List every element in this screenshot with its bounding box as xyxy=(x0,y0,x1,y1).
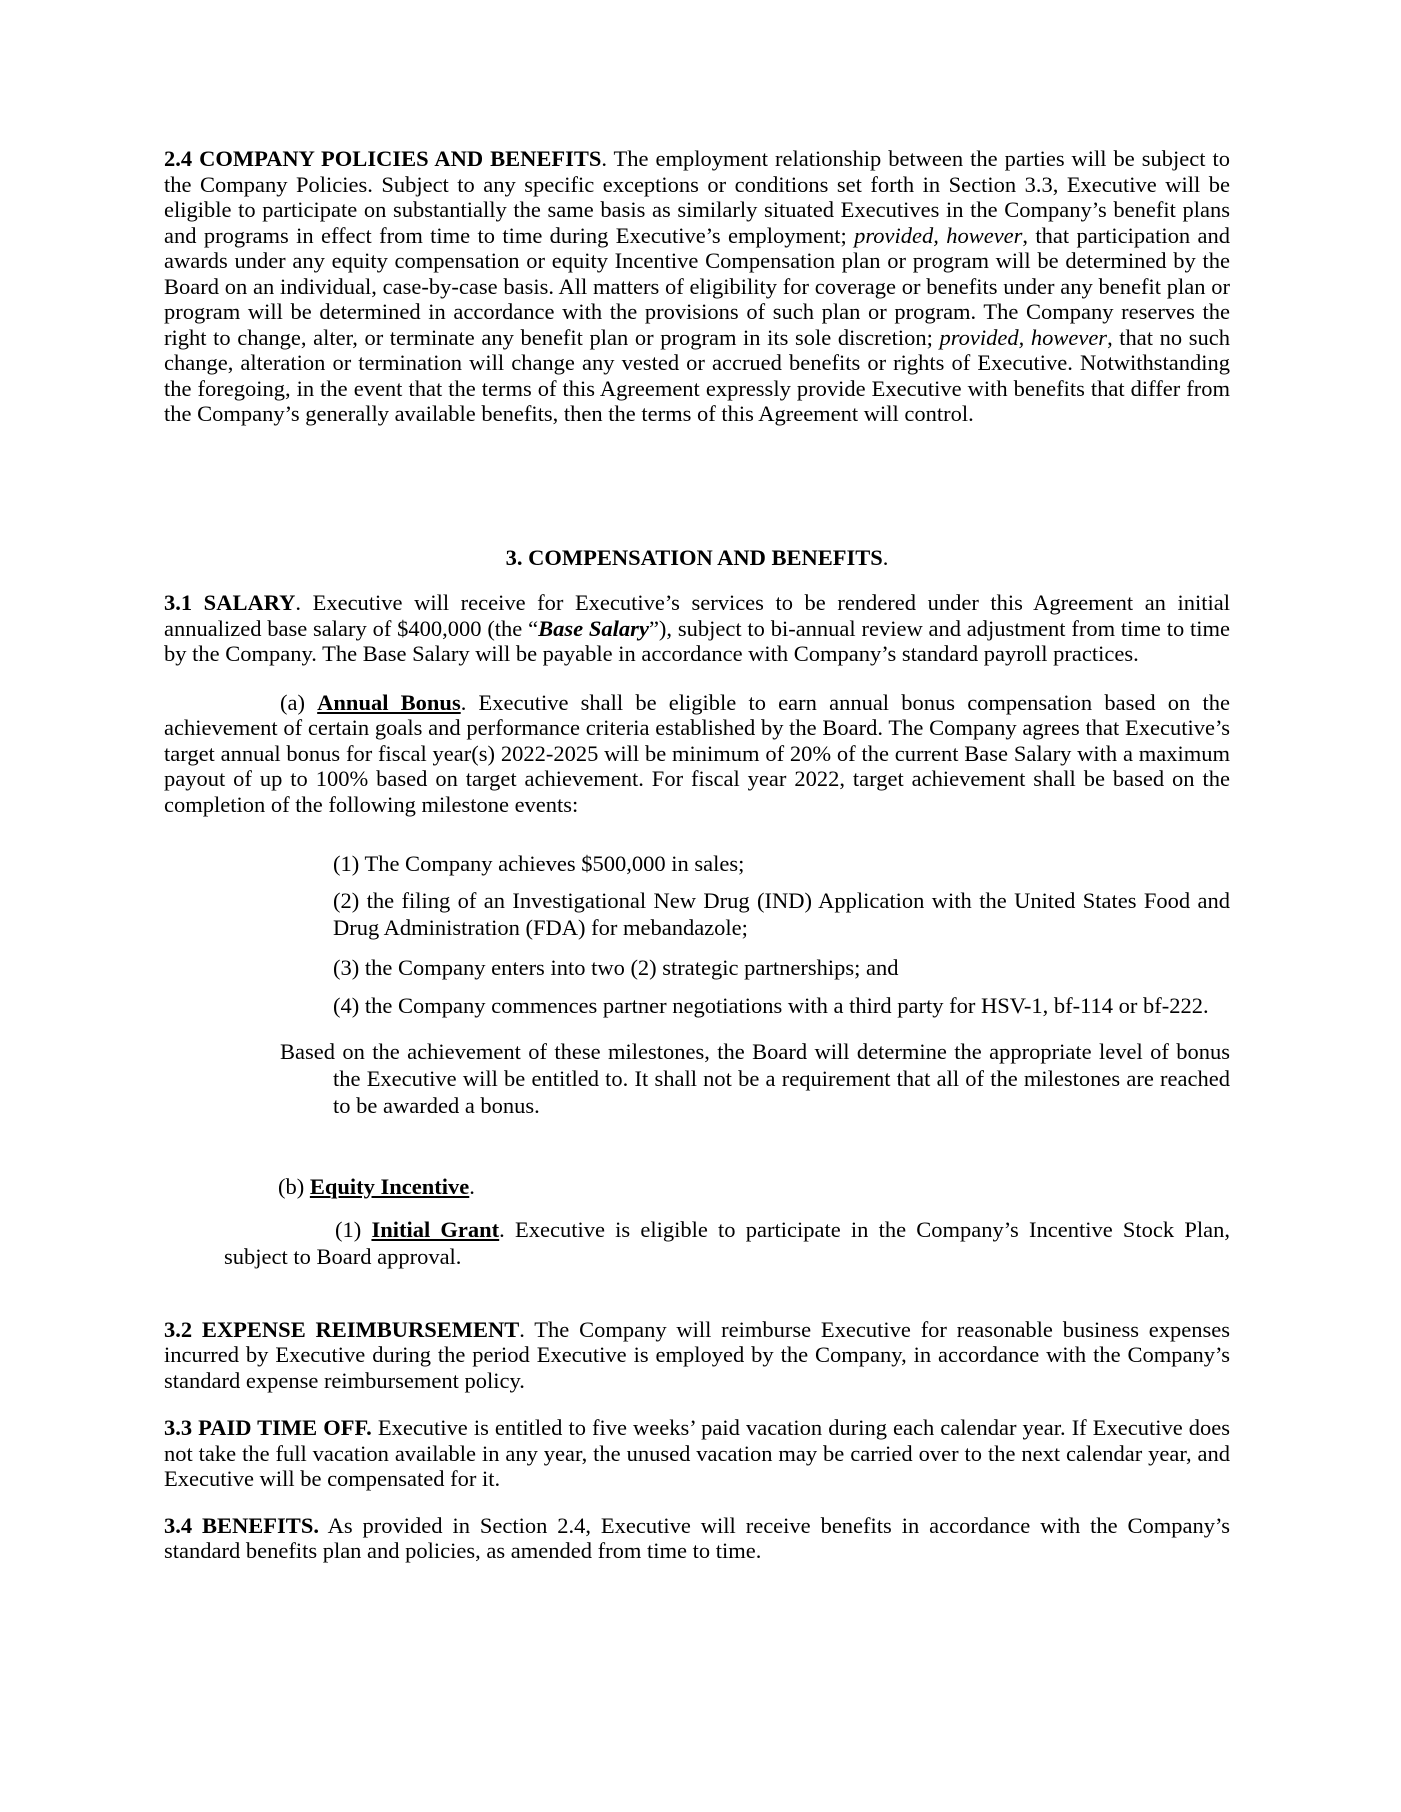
section-3-1-salary-paragraph xyxy=(164,590,1230,667)
section-3-2-body: . The Company will reimburse Executive for reasonable business expenses incurred by Executive during the period Executive is employed by the Company, in accordance with the Company’s standard expense reimbursement policy. xyxy=(164,1316,1230,1393)
section-3-3-pto-paragraph xyxy=(164,1415,1230,1492)
section-3-2-expense-paragraph xyxy=(164,1317,1230,1394)
section-3-3-body: Executive is entitled to five weeks’ paid vacation during each calendar year. If Executive does not take the full vacation available in any year, the unused vacation may be carried over to the next calendar year, and Executive will be compensated for it. xyxy=(164,1415,1230,1491)
annual-bonus-paragraph xyxy=(164,690,1230,818)
section-2-4-paragraph xyxy=(164,146,1230,427)
milestones-summary-paragraph: Based on the achievement of these milestones, the Board will determine the appropriate level of bonus the Executive will be entitled to. It shall not be a requirement that all of the milestones are reached to be awarded a bonus. xyxy=(280,1039,1230,1118)
equity-incentive-period: . xyxy=(469,1174,475,1199)
section-3-4-benefits-paragraph xyxy=(164,1513,1230,1564)
section-2-4-body-3: , that no such change, alteration or termination will change any vested or accrued benefits or rights of Executive. Notwithstanding the foregoing, in the event that the terms of this Agreement expressly provide Executive with benefits that differ from the Company’s generally available benefits, then the terms of this Agreement will control. xyxy=(164,324,1231,426)
section-3-heading-period: . xyxy=(882,544,889,570)
initial-grant-label: (1) xyxy=(335,1216,372,1242)
initial-grant-body: . Executive is eligible to participate in the Company’s Incentive Stock Plan, subject to Board approval. xyxy=(224,1216,1230,1269)
document-text-block xyxy=(164,146,1230,1564)
base-salary-defined-term: Base Salary xyxy=(538,615,649,641)
annual-bonus-label: (a) xyxy=(280,689,318,715)
section-3-1-body-1: . Executive will receive for Executive’s services to be rendered under this Agreement an initial annualized base salary of $400,000 (the “ xyxy=(164,590,1230,641)
milestone-item-2: (2) the filing of an Investigational New Drug (IND) Application with the United States Food and Drug Administration (FDA) for mebandazole; xyxy=(333,888,1230,940)
section-3-heading-text: 3. COMPENSATION AND BENEFITS xyxy=(505,544,883,570)
section-3-4-title: 3.4 BENEFITS. xyxy=(164,1512,319,1538)
annual-bonus-heading: Annual Bonus xyxy=(317,689,461,715)
section-3-1-body-2: ”), subject to bi-annual review and adjustment from time to time by the Company. The Base Salary will be payable in accordance with Company’s standard payroll practices. xyxy=(164,615,1230,666)
section-2-4-title: 2.4 COMPANY POLICIES AND BENEFITS xyxy=(164,146,602,171)
section-2-4-body-2: , that participation and awards under any equity compensation or equity Incentive Compensation plan or program will be determined by the Board on an individual, case-by-case basis. All matters of eligibility for coverage or benefits under any benefit plan or program will be determined in accordance with the provisions of such plan or program. The Company reserves the right to change, alter, or terminate any benefit plan or program in its sole discretion; xyxy=(164,222,1230,350)
section-3-heading xyxy=(164,545,1230,571)
section-3-1-title: 3.1 SALARY xyxy=(164,590,296,615)
annual-bonus-body: . Executive shall be eligible to earn annual bonus compensation based on the achievement of certain goals and performance criteria established by the Board. The Company agrees that Executive’s target annual bonus for fiscal year(s) 2022-2025 will be minimum of 20% of the current Base Salary with a maximum payout of up to 100% based on target achievement. For fiscal year 2022, target achievement shall be based on the completion of the following milestone events: xyxy=(164,689,1230,817)
equity-incentive-paragraph xyxy=(164,1174,1230,1200)
equity-incentive-heading: Equity Incentive xyxy=(309,1174,470,1199)
section-2-4-body-1: . The employment relationship between the parties will be subject to the Company Policies. Subject to any specific exceptions or conditions set forth in Section 3.3, Executive will be eligible to participate on substantially the same basis as similarly situated Executives in the Company’s benefit plans and programs in effect from time to time during Executive’s employment; xyxy=(164,146,1230,248)
proviso-phrase-1: provided, however xyxy=(854,222,1023,248)
milestone-item-4: (4) the Company commences partner negotiations with a third party for HSV-1, bf-114 or bf-222. xyxy=(333,993,1209,1018)
milestone-item-1: (1) The Company achieves $500,000 in sales; xyxy=(333,851,745,876)
initial-grant-heading: Initial Grant xyxy=(371,1216,500,1242)
proviso-phrase-2: provided, however xyxy=(939,324,1108,350)
section-3-3-title: 3.3 PAID TIME OFF. xyxy=(164,1415,372,1440)
milestone-item-3: (3) the Company enters into two (2) strategic partnerships; and xyxy=(333,955,899,980)
equity-incentive-label: (b) xyxy=(278,1174,310,1199)
initial-grant-paragraph xyxy=(224,1216,1230,1270)
section-3-4-body: As provided in Section 2.4, Executive will receive benefits in accordance with the Company’s standard benefits plan and policies, as amended from time to time. xyxy=(164,1512,1231,1563)
section-3-2-title: 3.2 EXPENSE REIMBURSEMENT xyxy=(164,1316,520,1342)
